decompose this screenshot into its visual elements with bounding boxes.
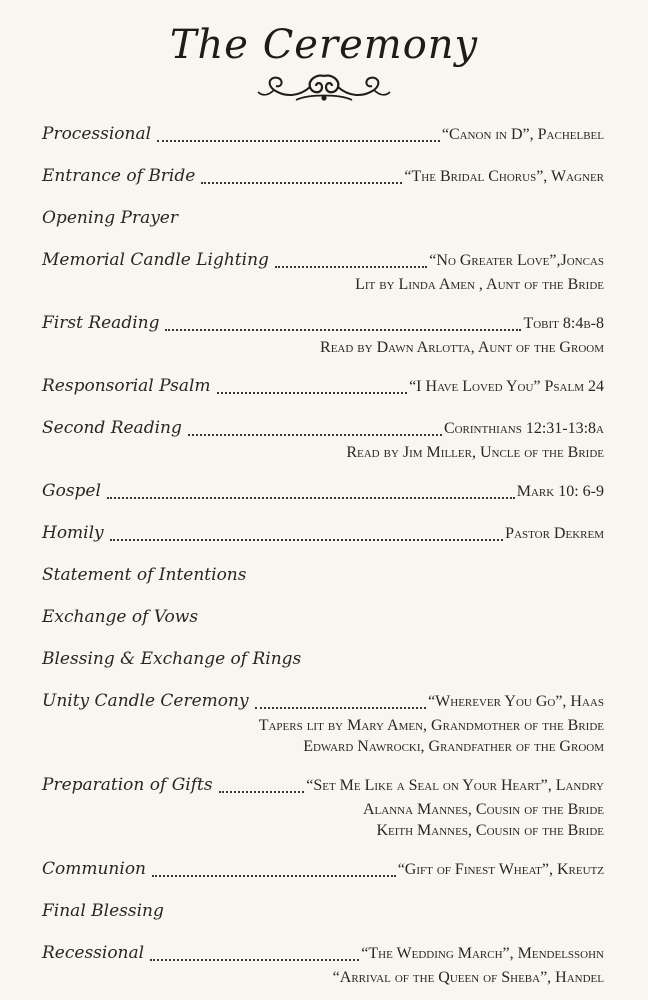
program-entry-label: Gospel <box>42 481 101 501</box>
program-entry-label: Final Blessing <box>42 901 164 921</box>
program-entry <box>42 775 604 841</box>
program-entry-row <box>42 124 604 148</box>
program-entry-row <box>42 313 604 337</box>
program-entry <box>42 418 604 463</box>
program-entry <box>42 166 604 190</box>
program-entry-work: Pastor Dekrem <box>505 525 604 542</box>
program-entry-row <box>42 901 604 925</box>
program-entry-work: “The Wedding March”, Mendelssohn <box>361 945 604 962</box>
program-entry-row <box>42 418 604 442</box>
program-entry-row <box>42 691 604 715</box>
page-title: The Ceremony <box>169 22 479 68</box>
program-entry-detail: Tapers lit by Mary Amen, Grandmother of the Bride <box>258 717 604 734</box>
program-entry <box>42 208 604 232</box>
dotted-leader <box>165 329 521 331</box>
program-entry-label: First Reading <box>42 313 160 333</box>
program-entry-detail: Edward Nawrocki, Grandfather of the Groom <box>303 738 604 755</box>
dotted-leader <box>150 959 359 961</box>
program-entry <box>42 376 604 400</box>
program-entry-row <box>42 481 604 505</box>
program-entry-work: Corinthians 12:31-13:8a <box>443 420 604 437</box>
program-entry <box>42 901 604 925</box>
program-entry <box>42 124 604 148</box>
program-entry-label: Preparation of Gifts <box>42 775 213 795</box>
program-entry-label: Exchange of Vows <box>42 607 199 627</box>
program-entry-row <box>42 943 604 967</box>
program-entry-row <box>42 208 604 232</box>
program-entry-label: Recessional <box>42 943 145 963</box>
program-entry-work: Tobit 8:4b-8 <box>523 315 604 332</box>
program-entry-label: Opening Prayer <box>42 208 178 228</box>
program-entry-detail: Read by Dawn Arlotta, Aunt of the Groom <box>320 339 604 356</box>
program-entry <box>42 859 604 883</box>
program-entry <box>42 943 604 988</box>
program-entry-label: Unity Candle Ceremony <box>42 691 249 711</box>
program-entry <box>42 523 604 547</box>
flourish-ornament-icon <box>256 70 392 104</box>
program-entry-work: “No Greater Love”,Joncas <box>429 252 604 269</box>
program-entry <box>42 250 604 295</box>
dotted-leader <box>157 140 440 142</box>
program-entry <box>42 649 604 673</box>
program-entry-row <box>42 859 604 883</box>
program-entry-detail: Lit by Linda Amen , Aunt of the Bride <box>355 276 604 293</box>
program-entry-detail: Read by Jim Miller, Uncle of the Bride <box>346 444 604 461</box>
program-entry-label: Second Reading <box>42 418 182 438</box>
program-entry-label: Processional <box>42 124 152 144</box>
program-entry <box>42 691 604 757</box>
program-entry-work: “I Have Loved You” Psalm 24 <box>409 378 604 395</box>
program-entry-label: Communion <box>42 859 147 879</box>
program-entry-detail: Alanna Mannes, Cousin of the Bride <box>362 801 604 818</box>
program-entry-row <box>42 523 604 547</box>
program-entry <box>42 565 604 589</box>
program-entry-label: Blessing & Exchange of Rings <box>42 649 302 669</box>
program-entry-work: “The Bridal Chorus”, Wagner <box>404 168 604 185</box>
dotted-leader <box>152 875 396 877</box>
dotted-leader <box>107 497 515 499</box>
program-entry-row <box>42 607 604 631</box>
dotted-leader <box>188 434 442 436</box>
dotted-leader <box>219 791 305 793</box>
program-entry-row <box>42 565 604 589</box>
program-entry-label: Statement of Intentions <box>42 565 247 585</box>
dotted-leader <box>217 392 408 394</box>
program-entry-label: Responsorial Psalm <box>42 376 211 396</box>
program-entry <box>42 481 604 505</box>
program-entry-work: Mark 10: 6-9 <box>516 483 604 500</box>
program-entry-label: Entrance of Bride <box>42 166 196 186</box>
program-entry-work: “Wherever You Go”, Haas <box>428 693 604 710</box>
program-entry-row <box>42 649 604 673</box>
program-entry-row <box>42 376 604 400</box>
program-entry-work: “Set Me Like a Seal on Your Heart”, Landry <box>306 777 604 794</box>
dotted-leader <box>255 707 426 709</box>
program-entry <box>42 313 604 358</box>
program-entry-detail: “Arrival of the Queen of Sheba”, Handel <box>332 969 604 986</box>
dotted-leader <box>275 266 427 268</box>
program-entry-work: “Gift of Finest Wheat”, Kreutz <box>397 861 604 878</box>
program-entry-label: Memorial Candle Lighting <box>42 250 269 270</box>
program-entry-work: “Canon in D”, Pachelbel <box>441 126 604 143</box>
dotted-leader <box>110 539 504 541</box>
program-entry-label: Homily <box>42 523 104 543</box>
program-entry <box>42 607 604 631</box>
program-entry-row <box>42 166 604 190</box>
program-entry-row <box>42 250 604 274</box>
program-entry-detail: Keith Mannes, Cousin of the Bride <box>376 822 604 839</box>
program-entry-row <box>42 775 604 799</box>
dotted-leader <box>201 182 402 184</box>
